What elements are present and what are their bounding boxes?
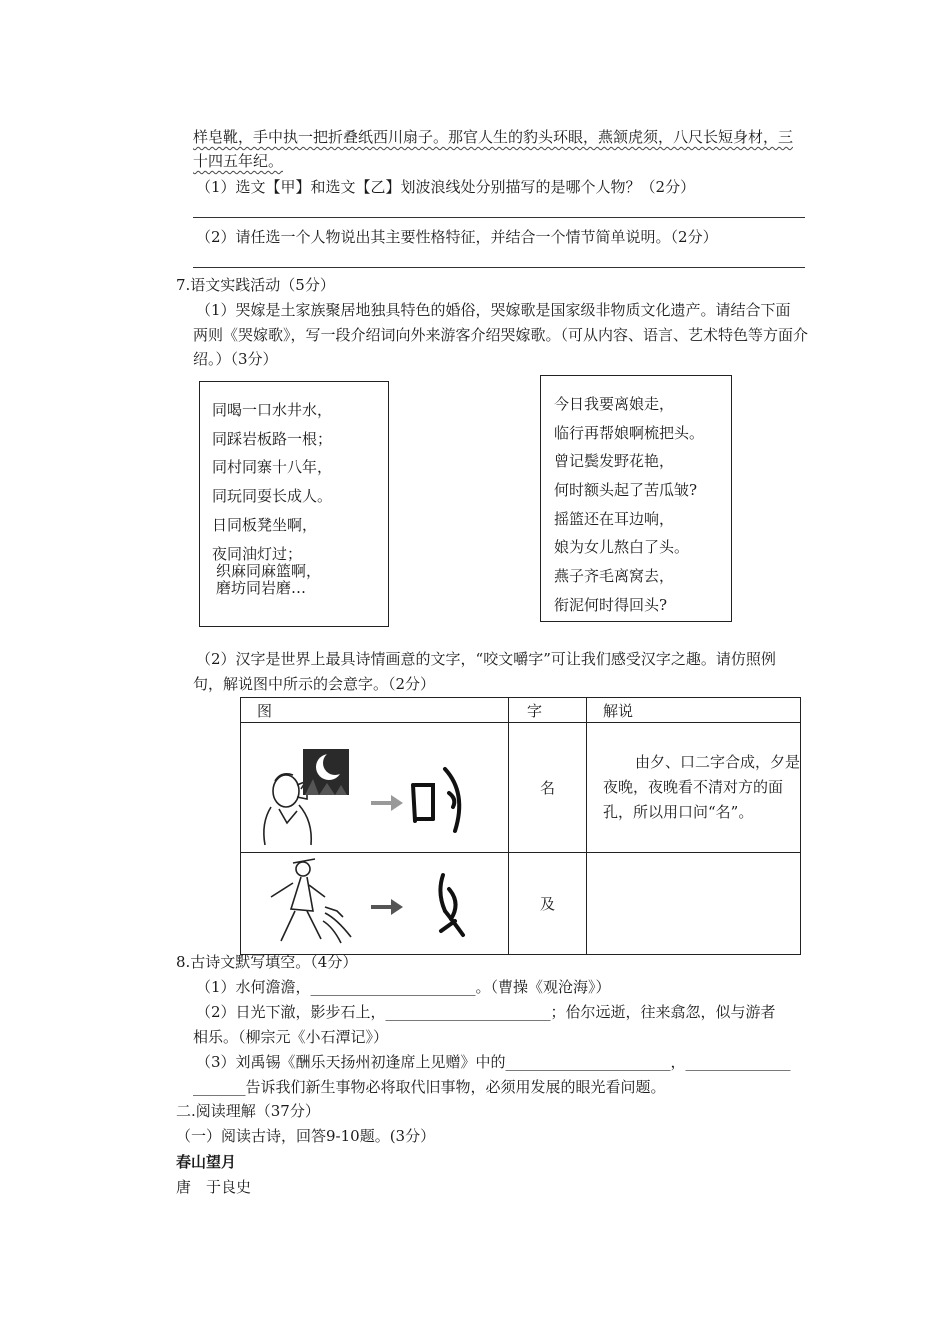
poem-right-line: 曾记鬓发野花艳，: [554, 452, 675, 470]
poem-left-line: 同喝一口水井水，: [212, 401, 333, 419]
table-header-explain: 解说: [587, 698, 801, 723]
character-table: [240, 697, 801, 955]
q7-sub1-line-2: 两则《哭嫁歌》，写一段介绍词向外来游客介绍哭嫁歌。（可从内容、语言、艺术特色等方面介: [193, 326, 809, 344]
table-char-ming: 名: [509, 723, 587, 853]
table-explain-ji-blank[interactable]: [587, 853, 801, 955]
q7-sub1-line-1: （1）哭嫁是土家族聚居地独具特色的婚俗，哭嫁歌是国家级非物质文化遗产。请结合下面: [196, 301, 791, 319]
arrow-icon: [371, 795, 403, 811]
poem-right-line: 今日我要离娘走，: [554, 395, 675, 413]
poem-left-line: 织麻同麻篮啊，: [216, 562, 322, 580]
poem-right-line: 娘为女儿熬白了头。: [554, 538, 690, 556]
table-char-ji: 及: [509, 853, 587, 955]
explain-line: 孔，所以用口问“名”。: [603, 803, 754, 821]
q8-line-2: （2）日光下澈，影步石上，______________________；佁尔远逝，往来翕忽，似与游者: [196, 1003, 776, 1021]
passage-line-2: 十四五年纪。: [193, 152, 284, 170]
q7-title: 7.语文实践活动（5分）: [176, 276, 335, 294]
q6-sub1: （1）选文【甲】和选文【乙】划波浪线处分别描写的是哪个人物？（2分）: [196, 178, 696, 196]
table-explain-ming: [587, 723, 801, 853]
q7-sub1-line-3: 绍。）（3分）: [193, 350, 278, 368]
ming-illustration: [241, 723, 491, 848]
table-cell-image-ming: [241, 723, 509, 853]
section2-sub: （一）阅读古诗，回答9-10题。(3分）: [176, 1127, 436, 1145]
arrow-icon: [371, 899, 403, 915]
q6-answer-line-1[interactable]: [193, 217, 805, 218]
q8-line-3: 相乐。（柳宗元《小石潭记》）: [193, 1028, 389, 1046]
q8-line-1: （1）水何澹澹，______________________。（曹操《观沧海》）: [196, 978, 611, 996]
poem-title: 春山望月: [176, 1153, 237, 1171]
poem-right-line: 临行再帮娘啊梳把头。: [554, 424, 705, 442]
q8-line-5: _______告诉我们新生事物必将取代旧事物，必须用发展的眼光看问题。: [193, 1078, 666, 1096]
q7-sub2-line-1: （2）汉字是世界上最具诗情画意的文字，“咬文嚼字”可让我们感受汉字之趣。请仿照例: [196, 650, 776, 668]
ancient-ming-glyph-icon: [413, 769, 459, 831]
walking-person-icon: [271, 859, 325, 941]
passage-line-1: 样皂靴，手中执一把折叠纸西川扇子。那官人生的豹头环眼，燕颔虎须，八尺长短身材，三: [193, 128, 794, 146]
poem-right-line: 摇篮还在耳边响，: [554, 510, 675, 528]
poem-right-line: 衔泥何时得回头?: [554, 596, 668, 614]
poem-left-line: 同踩岩板路一根；: [212, 430, 333, 448]
q6-answer-line-2[interactable]: [193, 267, 805, 268]
ji-illustration: [241, 853, 491, 950]
q8-title: 8.古诗文默写填空。（4分）: [176, 953, 358, 971]
poem-author: 唐 于良史: [176, 1178, 252, 1196]
table-header-char: 字: [509, 698, 587, 723]
poem-box-left: [199, 381, 389, 627]
poem-left-line: 同玩同耍长成人。: [212, 487, 333, 505]
poem-left-line: 日同板凳坐啊，: [212, 516, 318, 534]
q7-sub2-line-2: 句，解说图中所示的会意字。（2分）: [193, 675, 436, 693]
q6-sub2: （2）请任选一个人物说出其主要性格特征，并结合一个情节简单说明。（2分）: [196, 228, 718, 246]
table-header-image: 图: [241, 698, 509, 723]
section2-title: 二.阅读理解（37分）: [176, 1102, 320, 1120]
grabbing-hand-icon: [323, 907, 351, 943]
poem-right-line: 何时额头起了苦瓜皱?: [554, 481, 698, 499]
poem-left-line: 磨坊同岩磨…: [216, 579, 307, 597]
poem-box-right: [540, 375, 732, 622]
poem-left-line: 同村同寨十八年，: [212, 458, 333, 476]
explain-line: 夜晚，夜晚看不清对方的面: [603, 778, 784, 796]
q8-line-4: （3）刘禹锡《酬乐天扬州初逢席上见赠》中的______________________，______________: [196, 1053, 791, 1071]
explain-line: 由夕、口二字合成，夕是: [635, 753, 801, 771]
night-moon-icon: [303, 749, 349, 795]
poem-right-line: 燕子齐毛离窝去，: [554, 567, 675, 585]
table-cell-image-ji: [241, 853, 509, 955]
ancient-ji-glyph-icon: [440, 875, 463, 935]
poem-left-line: 夜同油灯过；: [212, 545, 303, 563]
